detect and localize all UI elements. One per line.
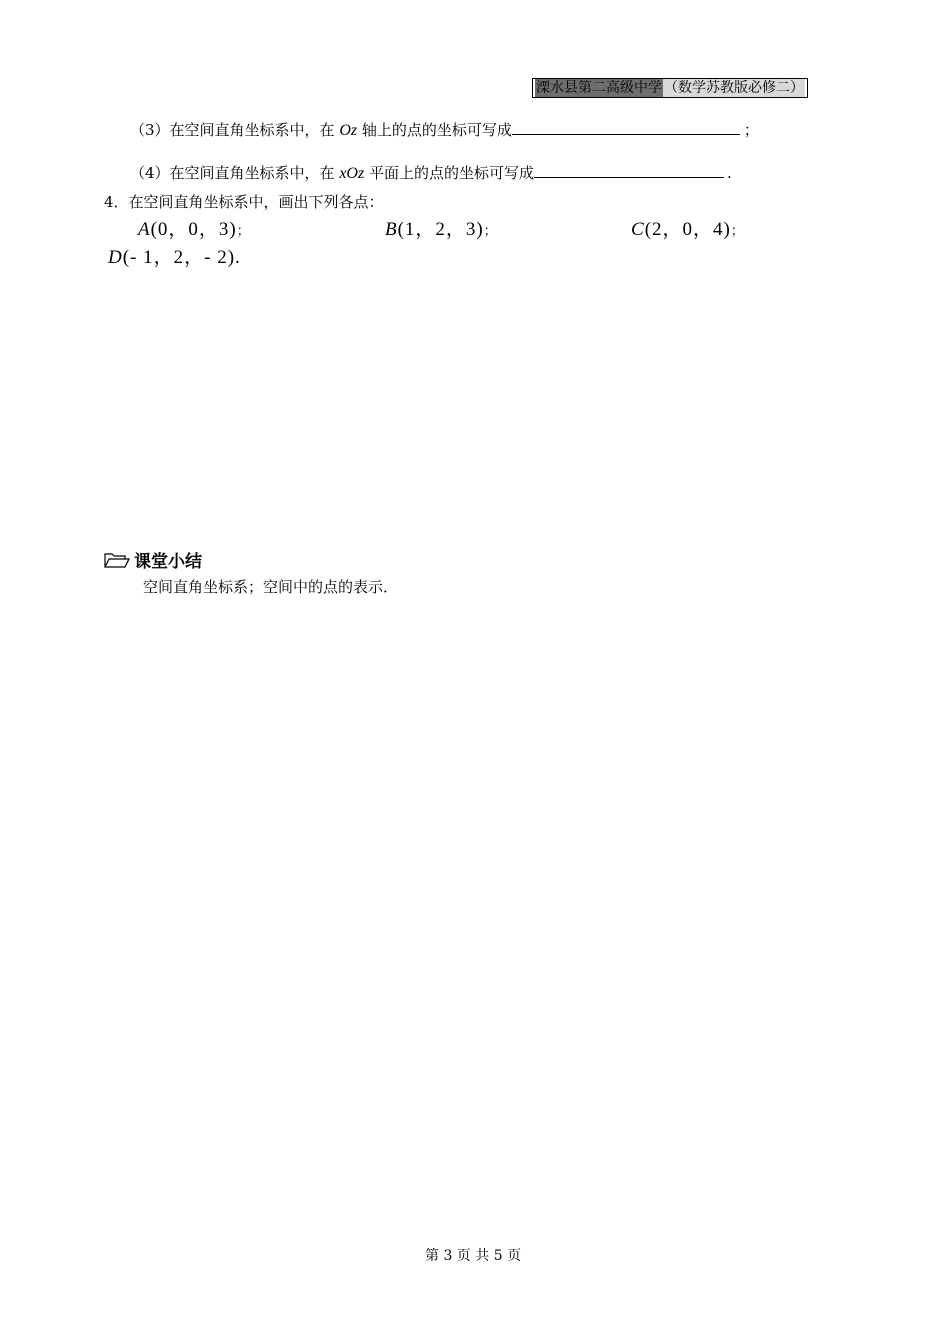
point-a-coords: (0，0，3) [150,219,237,240]
point-c-coords: (2，0，4) [644,219,731,240]
point-c [631,218,745,243]
point-a-sep: ； [236,223,251,238]
point-c-name: C [631,219,645,240]
folder-icon [104,551,130,569]
question-4-var: xOz [339,165,365,182]
point-a-name: A [138,219,151,240]
point-b-coords: (1，2，3) [397,219,484,240]
point-a [138,218,251,243]
question-4-end: . [727,164,732,182]
page-footer: 第 3 页 共 5 页 [425,1248,522,1264]
summary-title-row [104,547,202,572]
question-3-blank[interactable] [512,119,740,135]
question-4 [130,162,732,184]
question-3-var: Oz [339,122,358,139]
point-b-sep: ； [483,223,498,238]
point-d-coords: (- 1，2，- 2) [122,247,236,268]
point-c-sep: ； [730,223,745,238]
course-name: （数学苏教版必修二） [664,80,804,96]
question-4-prefix: （4）在空间直角坐标系中，在 [130,164,335,182]
summary-title: 课堂小结 [134,552,202,572]
point-b [385,218,498,243]
question-3-end: ； [743,121,759,139]
point-d [108,246,241,270]
question-4-suffix: 平面上的点的坐标可写成 [369,164,535,182]
question-3 [130,119,759,141]
summary-text: 空间直角坐标系；空间中的点的表示． [143,578,399,596]
question-3-suffix: 轴上的点的坐标可写成 [361,121,512,139]
school-name: 溧水县第二高级中学 [536,80,662,96]
question-4-blank[interactable] [534,162,724,178]
point-d-sep: . [235,247,241,268]
point-b-name: B [385,219,398,240]
item-4-text: 4．在空间直角坐标系中，画出下列各点： [104,193,384,211]
point-d-name: D [108,247,123,268]
question-3-prefix: （3）在空间直角坐标系中，在 [130,121,335,139]
header-tag [532,78,808,98]
